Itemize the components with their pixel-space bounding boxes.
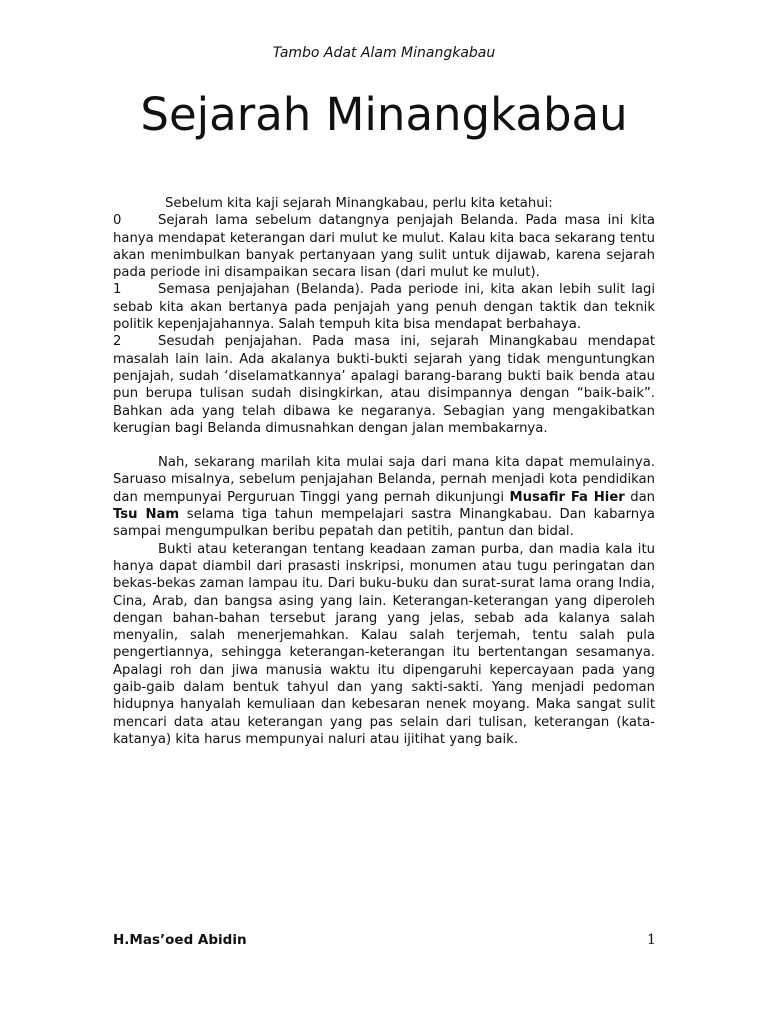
list-item-number: 1: [113, 282, 122, 298]
body-text: [113, 195, 655, 748]
list-item-text: Sejarah lama sebelum datangnya penjajah Belanda. Pada masa ini kita hanya mendapat keterangan dari mulut ke mulut. Kalau kita baca sekarang tentu akan menimbulkan banyak pertanyaan yang sulit untuk dijawab, karena sejarah pada periode ini disampaikan secara lisan (dari mulut ke mulut).: [113, 213, 655, 281]
paragraph-text: selama tiga tahun mempelajari sastra Minangkabau. Dan kabarnya sampai mengumpulkan beribu pepatah dan petitih, pantun dan bidal.: [113, 507, 655, 540]
paragraph-gap: [113, 437, 655, 454]
intro-line: Sebelum kita kaji sejarah Minangkabau, perlu kita ketahui:: [165, 196, 553, 211]
paragraph-text: Nah, sekarang marilah kita mulai saja dari mana kita dapat memulainya. Saruaso misalnya, sebelum penjajahan Belanda, pernah menjadi kota pendidikan dan mempunyai Perguruan Tinggi yang pernah dikunjungi: [113, 455, 655, 505]
list-item-number: 2: [113, 334, 122, 350]
list-item-text: Sesudah penjajahan. Pada masa ini, sejarah Minangkabau mendapat masalah lain lain. Ada akalanya bukti-bukti sejarah yang tidak menguntungkan penjajah, sudah ‘diselamatkannya’ apalagi barang-barang bukti baik benda atau pun berupa tulisan sudah disingkirkan, atau disimpannya dengan “baik-baik”. Bahkan ada yang telah dibawa ke negaranya. Sebagian yang mengakibatkan kerugian bagi Belanda dimusnahkan dengan jalan membakarnya.: [113, 334, 655, 436]
list-item: [113, 333, 655, 437]
list-item-text: Semasa penjajahan (Belanda). Pada periode ini, kita akan lebih sulit lagi sebab kita akan bertanya pada penjajah yang penuh dengan taktik dan teknik politik kepenjajahannya. Salah tempuh kita bisa mendapat berbahaya.: [113, 282, 655, 333]
paragraph-text: dan: [624, 489, 656, 505]
footer-author: H.Mas’oed Abidin: [113, 932, 247, 948]
paragraph: Bukti atau keterangan tentang keadaan zaman purba, dan madia kala itu hanya dapat diambil dari prasasti inskripsi, monumen atau tugu peringatan dan bekas-bekas zaman lampau itu. Dari buku-buku dan surat-surat lama orang India, Cina, Arab, dan bangsa asing yang lain. Keterangan-keterangan yang diperoleh dengan bahan-bahan tersebut jarang yang jelas, sebab ada kalanya salah menyalin, salah menerjemahkan. Kalau salah terjemah, tentu salah pula pengertiannya, sehingga keterangan-keterangan itu bertentangan sesamanya. Apalagi roh dan jiwa manusia waktu itu dipengaruhi kepercayaan pada yang gaib-gaib dalam bentuk tahyul dan yang sakti-sakti. Yang menjadi pedoman hidupnya hanyalah kemuliaan dan kebesaran nenek moyang. Maka sangat sulit mencari data atau keterangan yang pas selain dari tulisan, keterangan (kata-katanya) kita harus mempunyai naluri atau ijitihat yang baik.: [113, 541, 655, 747]
page-title: Sejarah Minangkabau: [140, 88, 628, 141]
paragraph: [113, 454, 655, 540]
bold-name: Tsu Nam: [113, 507, 180, 523]
list-item: [113, 212, 655, 281]
list-item-number: 0: [113, 213, 122, 229]
page-number: 1: [647, 932, 656, 948]
list-item: [113, 281, 655, 333]
running-header: Tambo Adat Alam Minangkabau: [272, 45, 496, 61]
bold-name: Musafir Fa Hier: [509, 489, 625, 505]
